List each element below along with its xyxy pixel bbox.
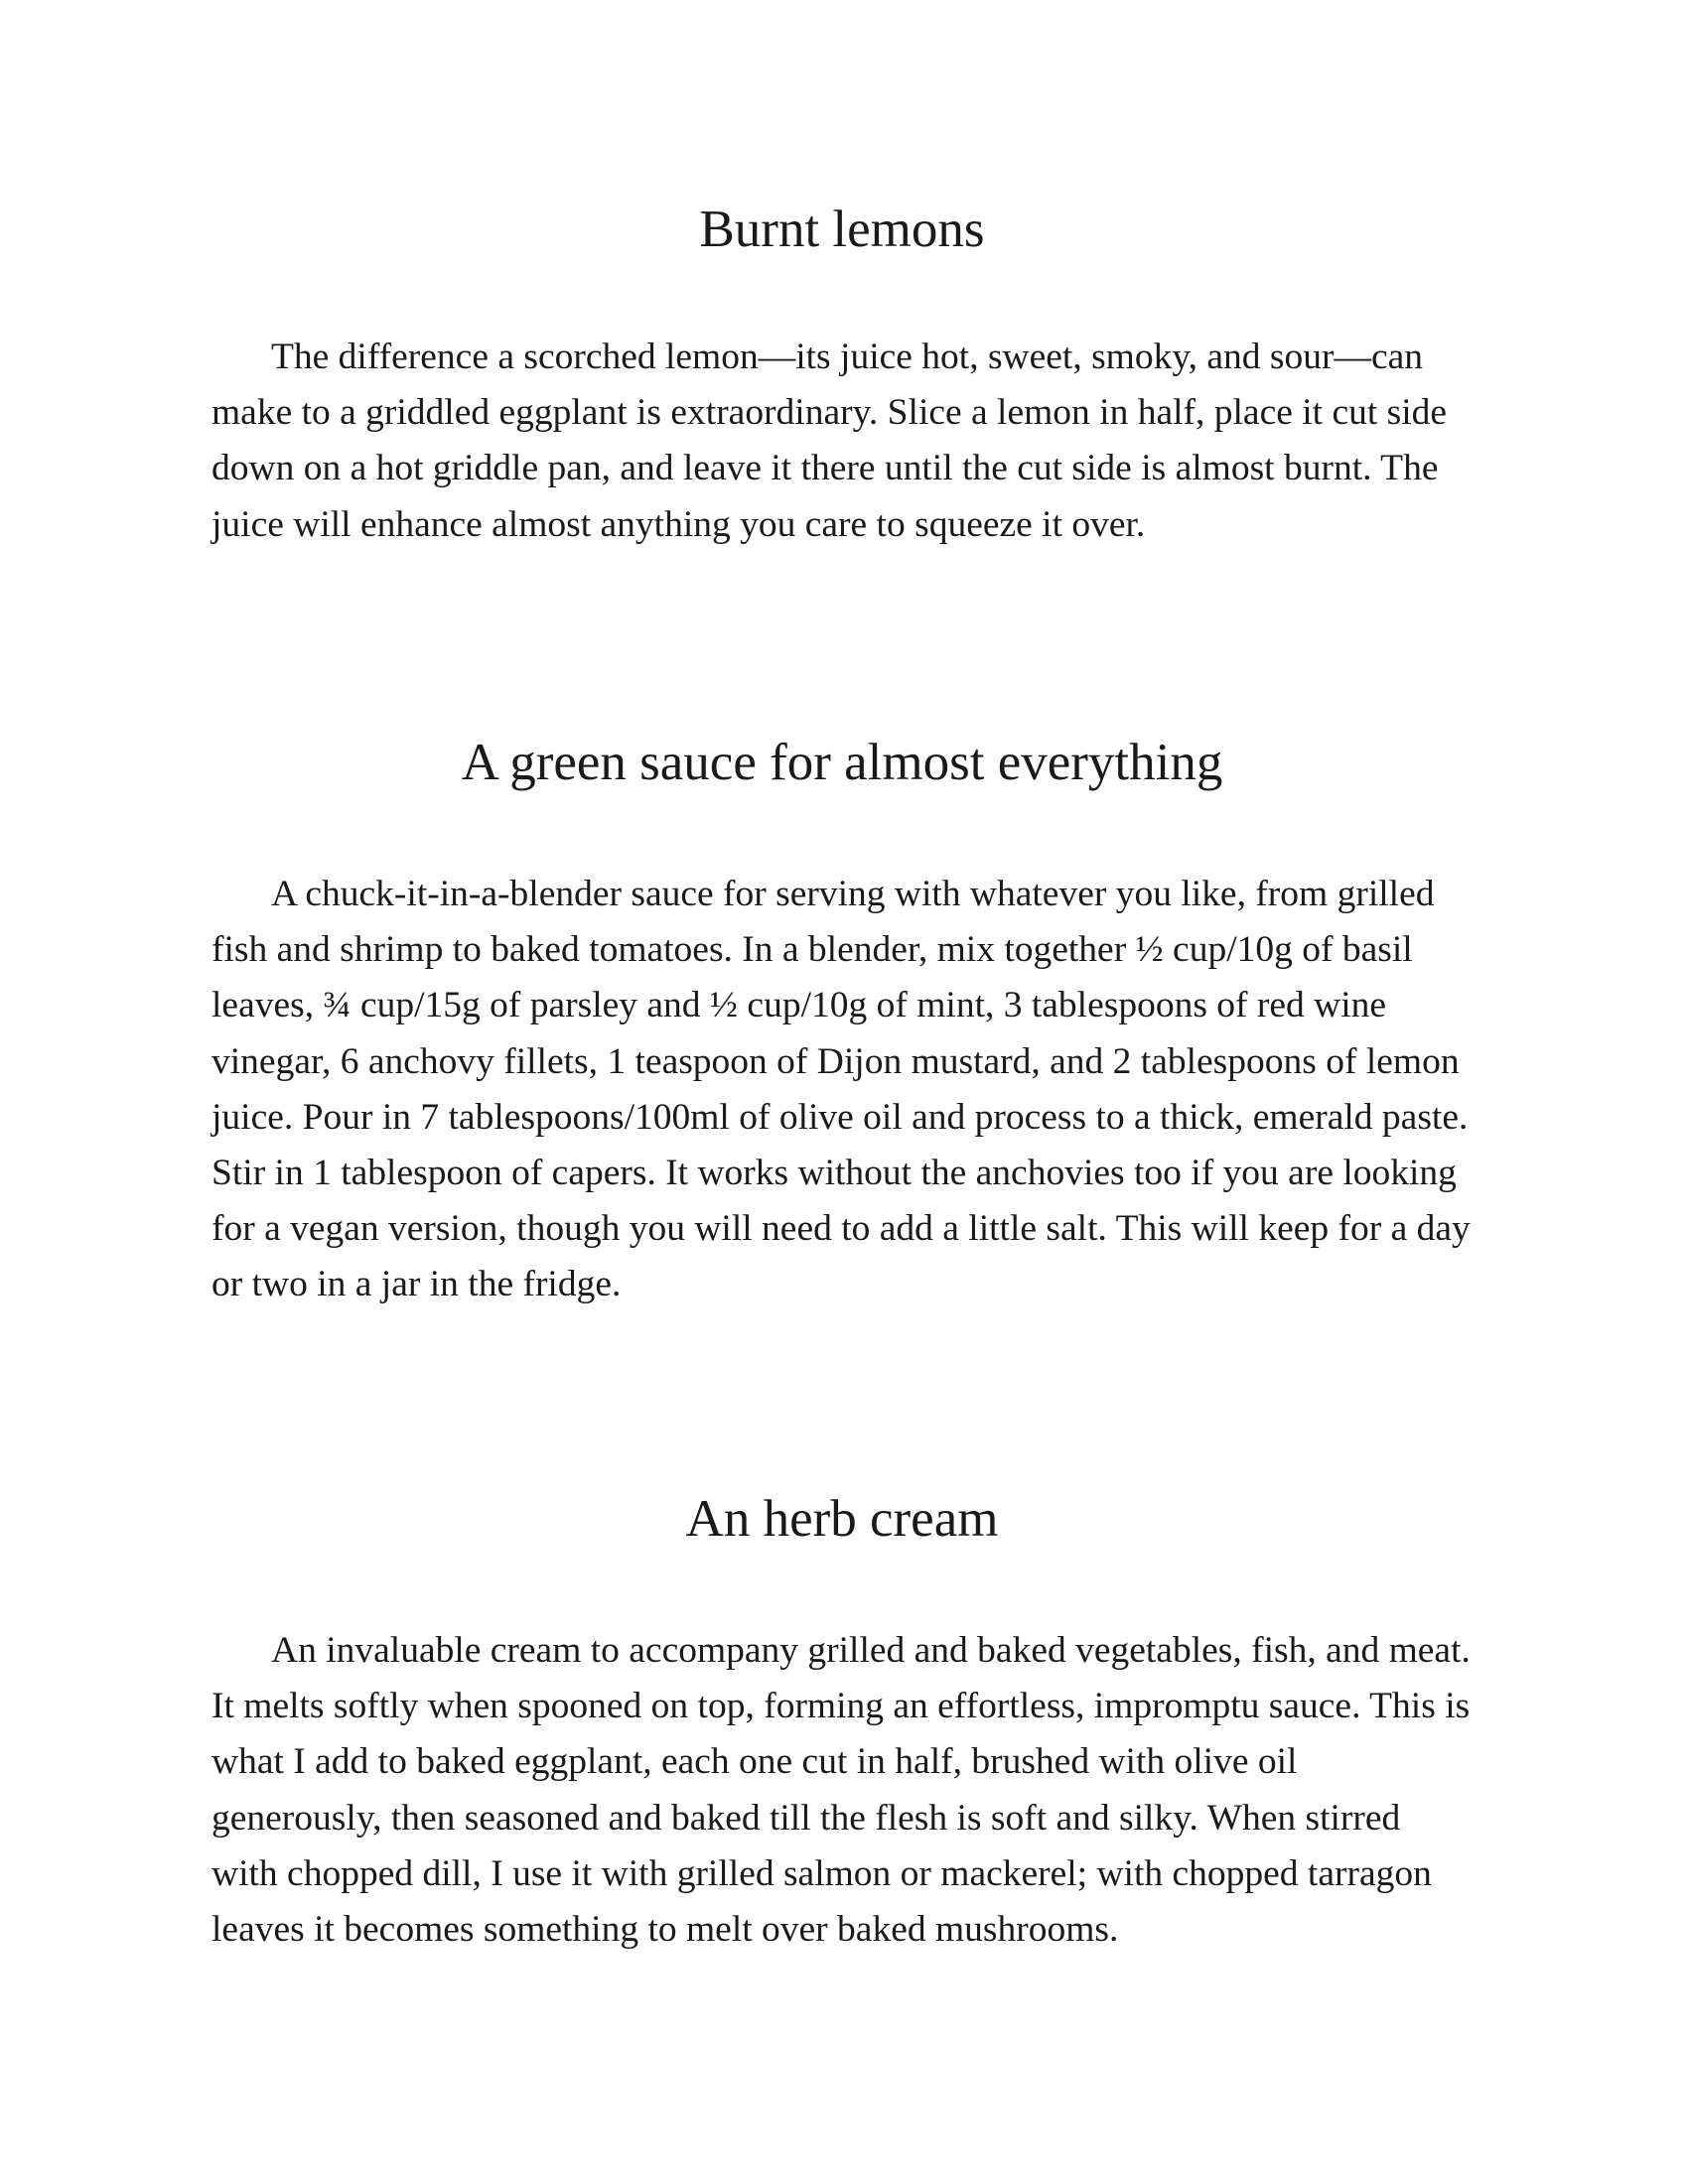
- section-body: The difference a scorched lemon—its juice hot, sweet, smoky, and sour—can make to a griddled eggplant is extraordinary. Slice a lemon in half, place it cut side down on a hot griddle pan, and leave it there until the cut side is almost burnt. The juice will enhance almost anything you care to squeeze it over.: [211, 337, 1448, 545]
- section-green-sauce: [211, 731, 1473, 1313]
- section-body: A chuck-it-in-a-blender sauce for serving with whatever you like, from grilled fish and shrimp to baked tomatoes. In a blender, mix together ½ cup/10g of basil leaves, ¾ cup/15g of parsley and ½ cup/10g of mint, 3 tablespoons of red wine vinegar, 6 anchovy fillets, 1 teaspoon of Dijon mustard, and 2 tablespoons of lemon juice. Pour in 7 tablespoons/100ml of olive oil and process to a thick, emerald paste. Stir in 1 tablespoon of capers. It works without the anchovies too if you are looking for a vegan version, though you will need to add a little salt. This will keep for a day or two in a jar in the fridge.: [211, 874, 1471, 1305]
- section-heading: A green sauce for almost everything: [461, 734, 1223, 791]
- section-herb-cream: [211, 1487, 1473, 1958]
- section-heading: An herb cream: [685, 1490, 999, 1548]
- section-heading: Burnt lemons: [699, 201, 985, 258]
- section-burnt-lemons: [211, 198, 1473, 553]
- section-body: An invaluable cream to accompany grilled and baked vegetables, fish, and meat. It melts softly when spooned on top, forming an effortless, impromptu sauce. This is what I add to baked eggplant, each one cut in half, brushed with olive oil generously, then seasoned and baked till the flesh is soft and silky. When stirred with chopped dill, I use it with grilled salmon or mackerel; with chopped tarragon leaves it becomes something to melt over baked mushrooms.: [211, 1630, 1471, 1951]
